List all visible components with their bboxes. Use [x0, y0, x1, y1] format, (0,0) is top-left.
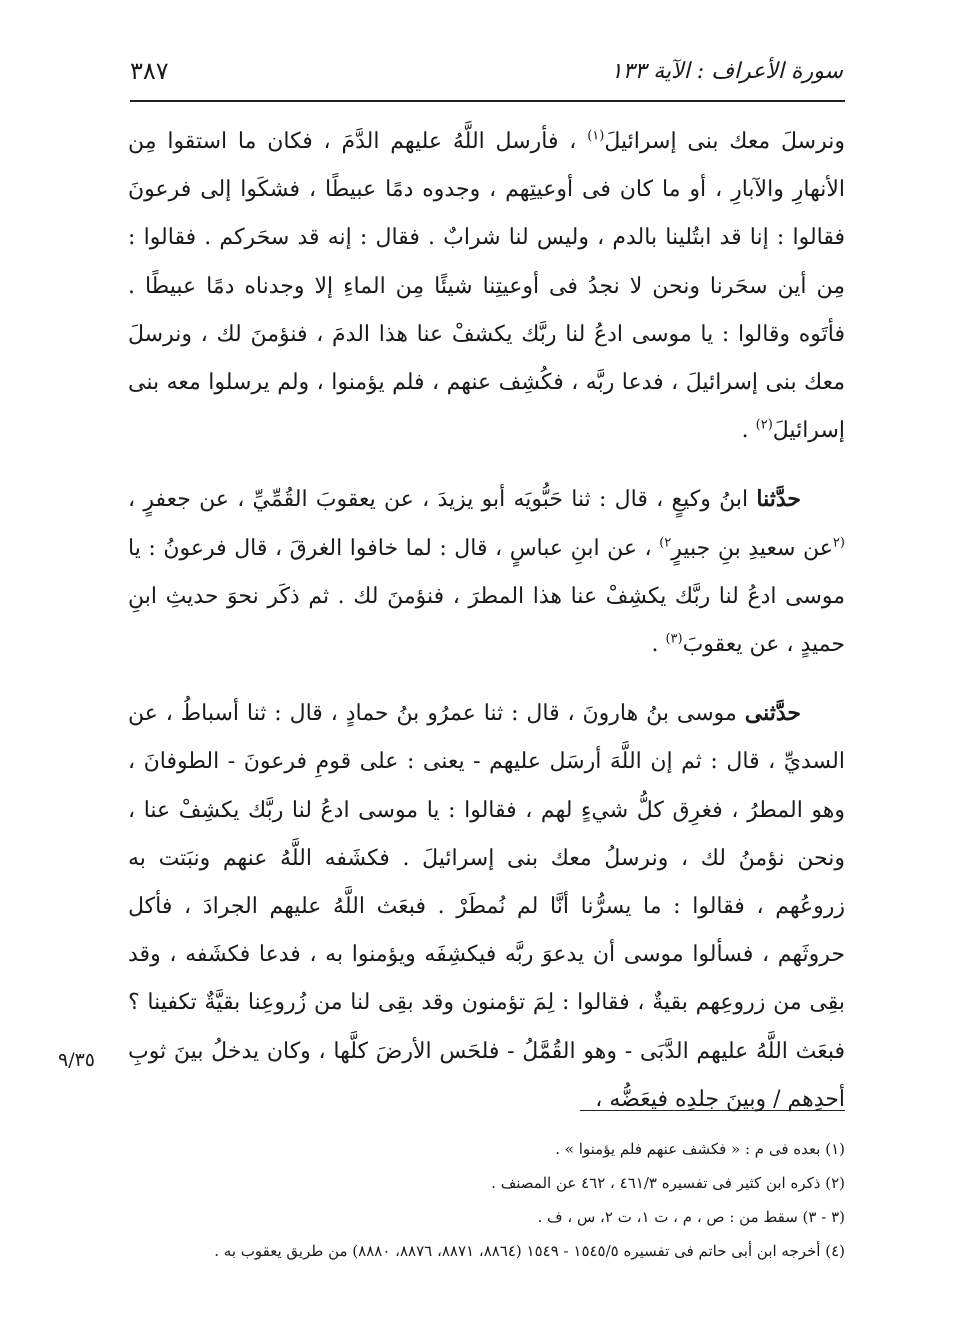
running-title: سورة الأعراف : الآية ١٣٣ — [610, 58, 843, 84]
footnote-1: (١) بعده فى م : « فكشف عنهم فلم يؤمنوا » . — [555, 1140, 845, 1158]
footnote-ref-2-open[interactable]: (٢ — [832, 535, 845, 551]
footnote-rule — [580, 1110, 845, 1111]
paragraph-2: حدَّثنا ابنُ وكيعٍ ، قال : ثنا حَبُّويَه أبو يزيدَ ، عن يعقوبَ القُمِّيِّ ، عن جعفرٍ ، $^{(٢}$عن سعيدِ بنِ جبيرٍ$^{٢)}$ ، عن ابنِ عباسٍ ، قال : لما خافوا الغرقَ ، قال فرعونُ : يا موسى ادعُ لنا ربَّك يكشِفْ عنا هذا المطرَ ، فنؤمنَ لك . ثم ذكَر نحوَ حديثِ ابنِ حميدٍ ، عن يعقوبَ$^{(٣)}$ . — [128, 486, 845, 658]
page-header — [130, 48, 843, 94]
footnote-ref-1[interactable]: (١) — [587, 128, 605, 144]
main-text — [128, 118, 845, 1124]
footnote-ref-2-close[interactable]: ٢) — [659, 535, 672, 551]
hadith-opener: حدَّثنى — [744, 700, 801, 727]
paragraph-3: حدَّثنى موسى بنُ هارونَ ، قال : ثنا عمرُو بنُ حمادٍ ، قال : ثنا أسباطُ ، عن السديِّ ، قال : ثم إن اللَّهَ أرسَل عليهم - يعنى : على قومِ فرعونَ - الطوفانَ ، وهو المطرُ ، فغرِق كلُّ شيءٍ لهم ، فقالوا : يا موسى ادعُ لنا ربَّك يكشِفْ عنا ، ونحن نؤمنُ لك ، ونرسلُ معك بنى إسرائيلَ . فكشَفه اللَّهُ عنهم ونبَتت به زروعُهم ، فقالوا : ما يسرُّنا أنَّا لم نُمطَرْ . فبعَث اللَّهُ عليهم الجرادَ ، فأكل حروثَهم ، فسألوا موسى أن يدعوَ ربَّه فيكشِفَه ويؤمنوا به ، فدعا فكشَفه ، وقد بقِى من زروعِهم بقيةٌ ، فقالوا : لِمَ تؤمنون وقد بقِى لنا من زُروعِنا بقيَّةٌ تكفينا ؟ فبعَث اللَّهُ عليهم الدَّبَى - وهو القُمَّلُ - فلحَس الأرضَ كلَّها ، وكان يدخلُ بينَ ثوبِ أحدِهم / وبينَ جلدِه فيعَضُّه ، — [128, 700, 845, 1112]
footnotes — [128, 1132, 845, 1268]
hadith-opener: حدَّثنا — [756, 486, 801, 513]
page-number: ٣٨٧ — [130, 57, 169, 85]
footnote-4: (٤) أخرجه ابن أبى حاتم فى تفسيره ١٥٤٥/٥ - ١٥٤٩ (٨٨٦٤، ٨٨٧١، ٨٨٧٦، ٨٨٨٠) من طريق يعقوب به . — [214, 1242, 845, 1260]
margin-volume-page-note: ٩/٣٥ — [58, 1049, 96, 1071]
footnote-2: (٢) ذكره ابن كثير فى تفسيره ٤٦١/٣ ، ٤٦٢ عن المصنف . — [491, 1174, 845, 1192]
footnote-ref-3[interactable]: (٣) — [665, 631, 683, 647]
footnote-ref-2[interactable]: (٢) — [755, 417, 773, 433]
footnote-3: (٣ - ٣) سقط من : ص ، م ، ت ١، ت ٢، س ، ف . — [537, 1208, 845, 1226]
header-rule — [130, 100, 845, 102]
paragraph-1: ونرسلَ معك بنى إسرائيلَ$^{(١)}$ ، فأرسل اللَّهُ عليهم الدَّمَ ، فكان ما استقوا مِن الأنهارِ والآبارِ ، أو ما كان فى أوعيتِهم ، وجدوه دمًا عبيطًا ، فشكَوا إلى فرعونَ فقالوا : إنا قد ابتُلينا بالدم ، وليس لنا شرابٌ . فقال : إنه قد سحَركم . فقالوا : مِن أين سحَرنا ونحن لا نجدُ فى أوعيتِنا شيئًا مِن الماءِ إلا وجدناه دمًا عبيطًا . فأتَوه وقالوا : يا موسى ادعُ لنا ربَّك يكشفْ عنا هذا الدمَ ، فنؤمنَ لك ، ونرسلَ معك بنى إسرائيلَ ، فدعا ربَّه ، فكُشِف عنهم ، فلم يؤمنوا ، ولم يرسلوا معه بنى إسرائيلَ$^{(٢)}$ . — [128, 128, 846, 444]
